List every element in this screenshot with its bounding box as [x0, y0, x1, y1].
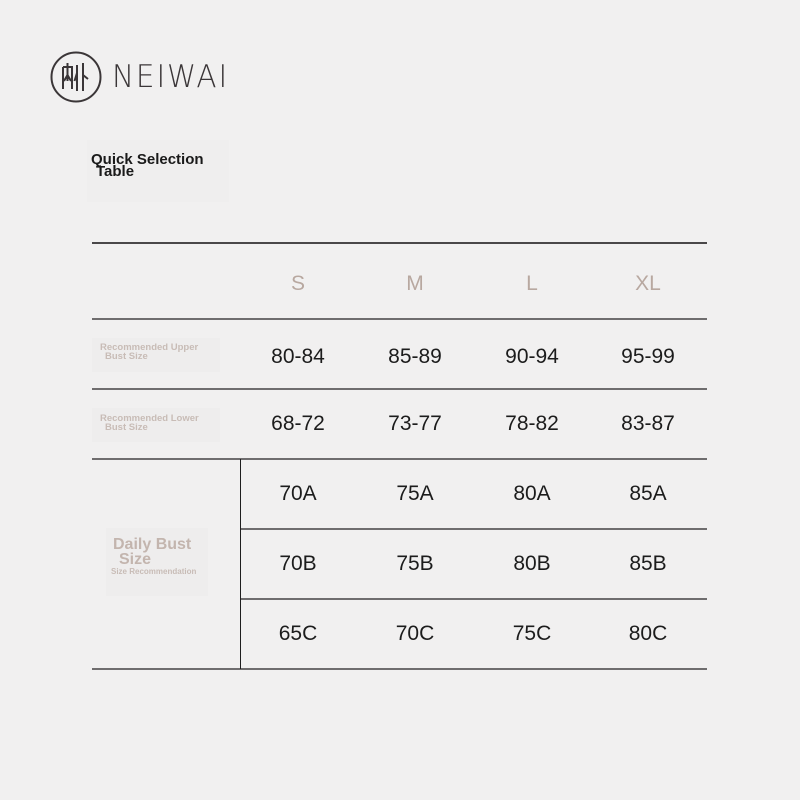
- row-label-line1: Recommended Lower: [100, 413, 199, 424]
- column-header-m: M: [406, 272, 424, 295]
- row-label-upper-bust: [100, 343, 198, 361]
- table-group-divider: [240, 459, 241, 669]
- brand-name: NEIWAI: [112, 58, 230, 95]
- table-top-rule: [92, 242, 707, 244]
- table-cell: 75C: [512, 622, 552, 645]
- table-cell: 78-82: [505, 412, 559, 435]
- table-cell: 65C: [278, 622, 318, 645]
- daily-bust-size-sublabel: Size Recommendation: [111, 567, 197, 576]
- table-cell: 75B: [396, 552, 434, 575]
- row-label-lower-bust: [100, 414, 199, 432]
- section-title-line2: Table: [96, 163, 135, 180]
- column-header-xl: XL: [635, 272, 661, 295]
- table-cell: 95-99: [621, 345, 675, 368]
- column-header-l: L: [526, 272, 538, 295]
- table-cell: 85B: [629, 552, 667, 575]
- column-header-s: S: [290, 272, 305, 295]
- table-row-rule: [92, 458, 707, 460]
- table-cell: 70B: [279, 552, 317, 575]
- table-cell: 85A: [629, 482, 667, 505]
- table-cell: 73-77: [388, 412, 442, 435]
- daily-label-line2: Size: [119, 551, 152, 568]
- table-cell: 70A: [279, 482, 317, 505]
- table-cell: 80A: [513, 482, 551, 505]
- table-row-rule: [240, 528, 707, 530]
- table-cell: 90-94: [505, 345, 559, 368]
- row-label-line1: Recommended Upper: [100, 342, 199, 353]
- table-bottom-rule: [92, 668, 707, 670]
- table-cell: 85-89: [388, 345, 442, 368]
- section-title: [91, 151, 204, 180]
- table-row-rule: [92, 388, 707, 390]
- neiwai-circle-monogram-icon: [50, 51, 102, 103]
- table-header-rule: [92, 318, 707, 320]
- row-label-line2: Bust Size: [105, 422, 148, 433]
- table-cell: 80-84: [271, 345, 325, 368]
- table-cell: 75A: [396, 482, 434, 505]
- daily-label-line1: Daily Bust: [113, 536, 192, 553]
- brand-logo: [50, 50, 235, 104]
- section-title-line1: Quick Selection: [91, 151, 204, 168]
- table-cell: 70C: [395, 622, 435, 645]
- table-cell: 68-72: [271, 412, 325, 435]
- table-cell: 83-87: [621, 412, 675, 435]
- row-label-line2: Bust Size: [105, 351, 148, 362]
- table-cell: 80C: [628, 622, 668, 645]
- table-cell: 80B: [513, 552, 551, 575]
- table-row-rule: [240, 598, 707, 600]
- daily-bust-size-label: [113, 537, 191, 567]
